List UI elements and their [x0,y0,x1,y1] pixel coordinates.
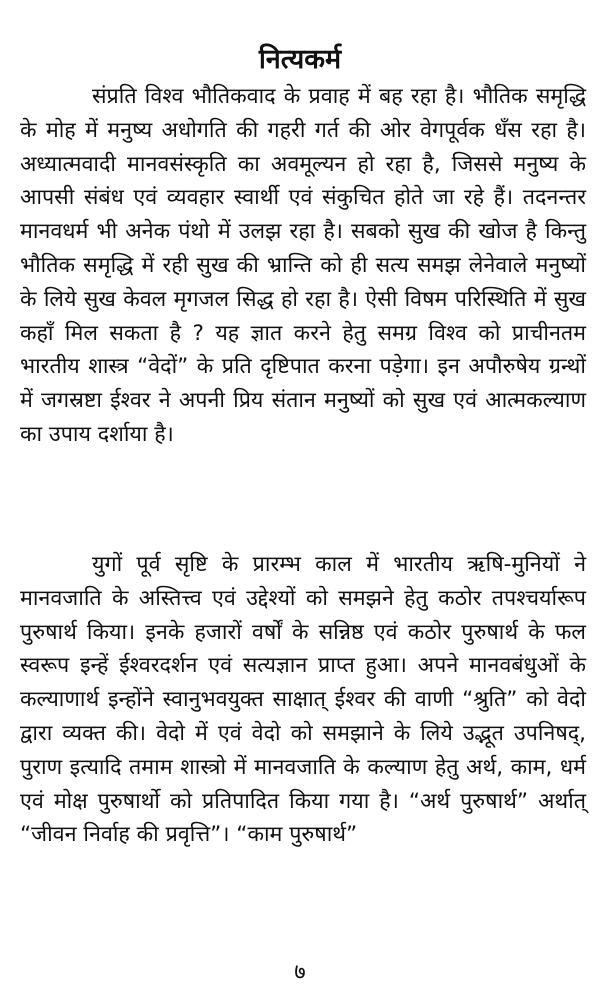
body-paragraph-1: संप्रति विश्व भौतिकवाद के प्रवाह में बह रहा है। भौतिक समृद्धि के मोह में मनुष्य अधोगति की गहरी गर्त की ओर वेगपूर्वक धँस रहा है। अध्यात्मवादी मानवसंस्कृति का अवमूल्यन हो रहा है, जिससे मनुष्य के आपसी संबंध एवं व्यवहार स्वार्थी एवं संकुचित होते जा रहे हैं। तदनन्तर मानवधर्म भी अनेक पंथो में उलझ रहा है। सबको सुख की खोज है किन्तु भौतिक समृद्धि में रही सुख की भ्रान्ति को ही सत्य समझ लेनेवाले मनुष्यों के लिये सुख केवल मृगजल सिद्ध हो रहा है। ऐसी विषम परिस्थिति में सुख कहाँ मिल सकता है ? यह ज्ञात करने हेतु समग्र विश्व को प्राचीनतम भारतीय शास्त्र “वेदों” के प्रति दृष्टिपात करना पड़ेगा। इन अपौरुषेय ग्रन्थों में जगस्रष्टा ईश्वर ने अपनी प्रिय संतान मनुष्यों को सुख एवं आत्मकल्याण का उपाय दर्शाया है। [20,84,586,447]
page-number: ७ [294,960,306,985]
body-paragraph-2: युगों पूर्व सृष्टि के प्रारम्भ काल में भारतीय ऋषि-मुनियों ने मानवजाति के अस्तित्त्व एवं उद्देश्यों को समझने हेतु कठोर तपश्चर्यारूप पुरुषार्थ किया। इनके हजारों वर्षों के सन्निष्ठ एवं कठोर पुरुषार्थ के फल स्वरूप इन्हें ईश्वरदर्शन एवं सत्यज्ञान प्राप्त हुआ। अपने मानवबंधुओं के कल्याणार्थ इन्होंने स्वानुभवयुक्त साक्षात् ईश्वर की वाणी “श्रुति” को वेदो द्वारा व्यक्त की। वेदो में एवं वेदो को समझाने के लिये उद्भूत उपनिषद्, पुराण इत्यादि तमाम शास्त्रो में मानवजाति के कल्याण हेतु अर्थ, काम, धर्म एवं मोक्ष पुरुषार्थो को प्रतिपादित किया गया है। “अर्थ पुरुषार्थ” अर्थात् “जीवन निर्वाह की प्रवृत्ति”। “काम पुरुषार्थ” [20,552,586,848]
page-title: नित्यकर्म [258,44,342,76]
